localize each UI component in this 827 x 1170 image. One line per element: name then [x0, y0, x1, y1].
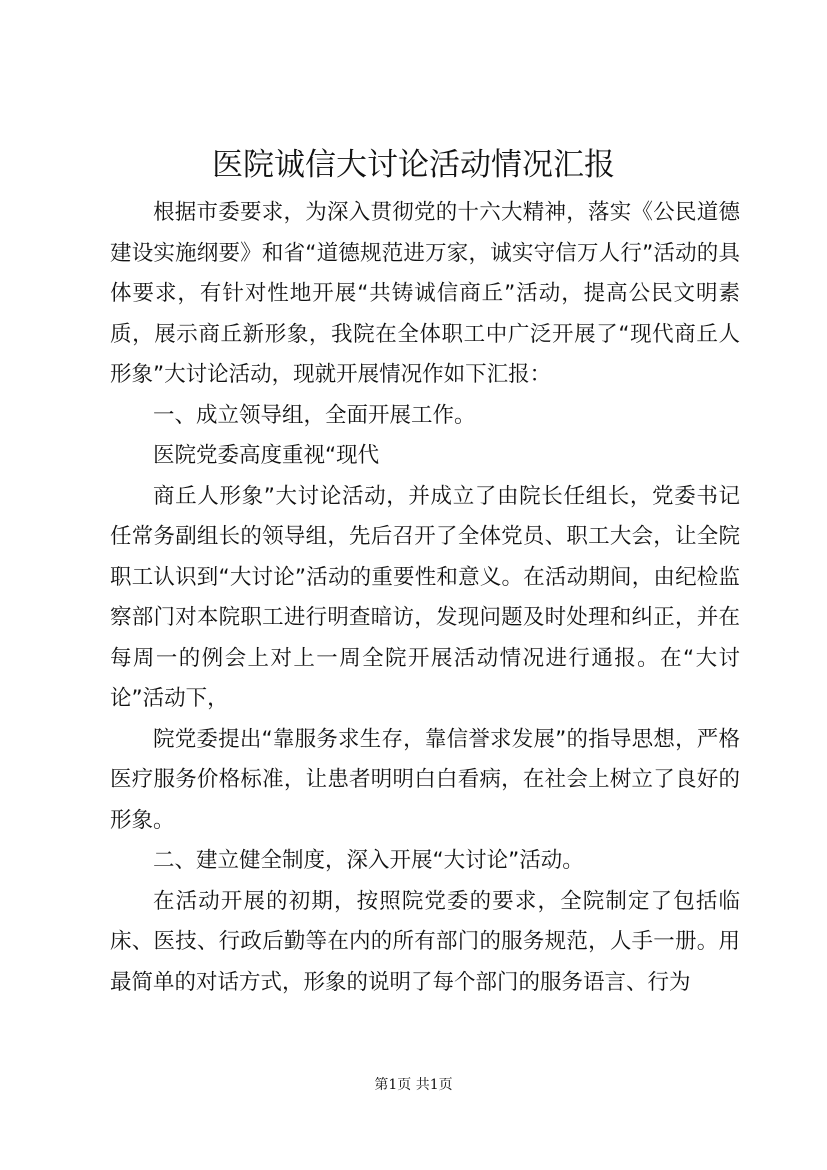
paragraph-fragment: 医院党委高度重视“现代: [153, 443, 380, 468]
document-title: 医院诚信大讨论活动情况汇报: [212, 147, 615, 183]
document-body: [110, 193, 740, 1003]
section-heading-1: 一、成立领导组，全面开展工作。: [153, 402, 476, 428]
page-footer: 第1页 共1页: [374, 1077, 453, 1093]
paragraph-rules: 在活动开展的初期，按照院党委的要求，全院制定了包括临床、医技、行政后勤等在内的所有部门的服务规范，人手一册。用最简单的对话方式，形象的说明了每个部门的服务语言、行为: [110, 888, 740, 995]
section-heading-2: 二、建立健全制度，深入开展“大讨论”活动。: [153, 848, 584, 873]
paragraph-intro: 根据市委要求，为深入贯彻党的十六大精神，落实《公民道德建设实施纲要》和省“道德规范进万家，诚实守信万人行”活动的具体要求，有针对性地开展“共铸诚信商丘”活动，提高公民文明素质，展示商丘新形象，我院在全体职工中广泛开展了“现代商丘人形象”大讨论活动，现就开展情况作如下汇报：: [110, 200, 740, 387]
paragraph-leadership: 商丘人形象”大讨论活动，并成立了由院长任组长，党委书记任常务副组长的领导组，先后召开了全体党员、职工大会，让全院职工认识到“大讨论”活动的重要性和意义。在活动期间，由纪检监察部门对本院职工进行明查暗访，发现问题及时处理和纠正，并在每周一的例会上对上一周全院开展活动情况进行通报。在“大讨论”活动下，: [110, 483, 740, 711]
paragraph-guiding-idea: 院党委提出“靠服务求生存，靠信誉求发展”的指导思想，严格医疗服务价格标准，让患者明明白白看病，在社会上树立了良好的形象。: [110, 726, 740, 833]
